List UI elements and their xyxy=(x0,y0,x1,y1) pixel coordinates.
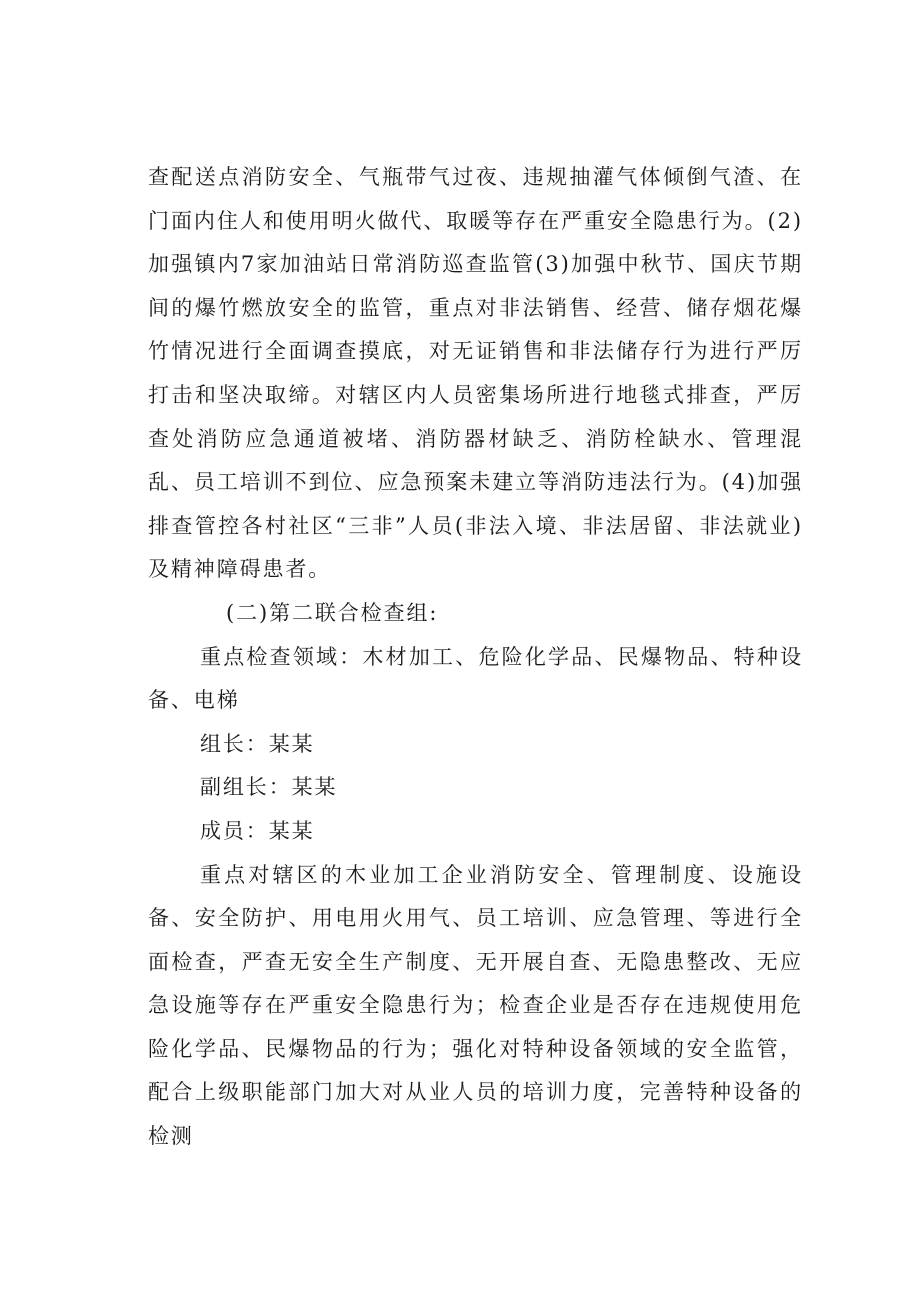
paragraph-key-inspection-areas: 重点检查领域：木材加工、危险化学品、民爆物品、特种设备、电梯 xyxy=(148,644,803,713)
paragraph-team-leader: 组长：某某 xyxy=(200,731,315,756)
paragraph-team-members: 成员：某某 xyxy=(200,818,315,843)
document-body xyxy=(148,156,803,1159)
paragraph-fire-safety-continued: 查配送点消防安全、气瓶带气过夜、违规抽灌气体倾倒气渣、在门面内住人和使用明火做代、取暖等存在严重安全隐患行为。(2)加强镇内7家加油站日常消防巡查监管(3)加强中秋节、国庆节期间的爆竹燃放安全的监管，重点对非法销售、经营、储存烟花爆竹情况进行全面调查摸底，对无证销售和非法储存行为进行严厉打击和坚决取缔。对辖区内人员密集场所进行地毯式排查，严厉查处消防应急通道被堵、消防器材缺乏、消防栓缺水、管理混乱、员工培训不到位、应急预案未建立等消防违法行为。(4)加强排查管控各村社区“三非”人员(非法入境、非法居留、非法就业)及精神障碍患者。 xyxy=(148,165,803,582)
paragraph-deputy-team-leader: 副组长：某某 xyxy=(200,775,338,800)
paragraph-inspection-duties: 重点对辖区的木业加工企业消防安全、管理制度、设施设备、安全防护、用电用火用气、员工培训、应急管理、等进行全面检查，严查无安全生产制度、无开展自查、无隐患整改、无应急设施等存在严重安全隐患行为；检查企业是否存在违规使用危险化学品、民爆物品的行为；强化对特种设备领域的安全监管，配合上级职能部门加大对从业人员的培训力度，完善特种设备的检测 xyxy=(148,862,803,1149)
section-heading-second-inspection-group: (二)第二联合检查组: xyxy=(226,600,439,625)
